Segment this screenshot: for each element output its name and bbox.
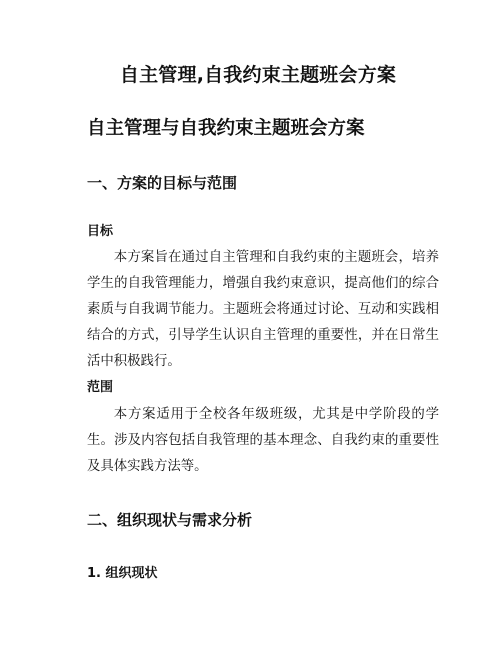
document-subtitle: 自主管理与自我约束主题班会方案 [87, 118, 365, 139]
subsection-heading-org-status: 1. 组织现状 [87, 566, 158, 581]
subsection-heading-goal: 目标 [87, 224, 114, 239]
section-heading-status-analysis: 二、组织现状与需求分析 [87, 511, 253, 529]
scope-paragraph: 本方案适用于全校各年级班级，尤其是中学阶段的学生。涉及内容包括自我管理的基本理念、自我约束的重要性及具体实践方法等。 [87, 407, 439, 474]
document-title: 自主管理,自我约束主题班会方案 [119, 64, 397, 86]
section-heading-goals-scope: 一、方案的目标与范围 [87, 174, 238, 192]
subsection-heading-scope: 范围 [87, 380, 114, 395]
goal-paragraph: 本方案旨在通过自主管理和自我约束的主题班会，培养学生的自我管理能力，增强自我约束意识，提高他们的综合素质与自我调节能力。主题班会将通过讨论、互动和实践相结合的方式，引导学生认识自主管理的重要性，并在日常生活中积极践行。 [87, 250, 439, 369]
